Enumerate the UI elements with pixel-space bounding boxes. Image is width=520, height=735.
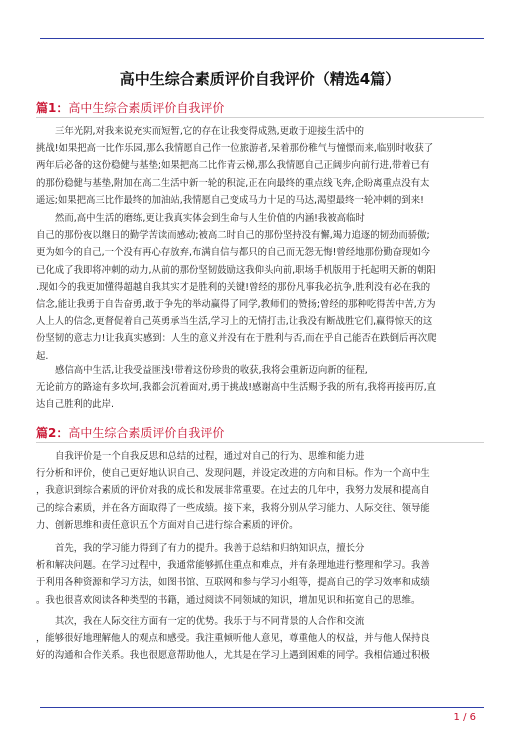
text-line: 好的沟通和合作关系。我也很愿意帮助他人，尤其是在学习上遇到困难的同学。我相信通过积极 bbox=[36, 650, 430, 662]
section-heading-2 bbox=[36, 424, 224, 441]
text-line: ，能够很好地理解他人的观点和感受。我注重倾听他人意见，尊重他人的权益，并与他人保持良 bbox=[36, 633, 430, 645]
text-line: 首先，我的学习能力得到了有力的提升。我善于总结和归纳知识点，擅长分 bbox=[55, 543, 365, 554]
paragraph bbox=[36, 123, 486, 209]
text-line: 。我也很喜欢阅读各种类型的书籍，通过阅读不同领域的知识，增加见识和拓宽自己的思维。 bbox=[36, 594, 421, 606]
text-line: 三年光阴,对我来说充实而短暂,它的存在让我变得成熟,更敢于迎接生活中的 bbox=[55, 126, 364, 137]
text-line: 析和解决问题。在学习过程中，我通常能够抓住重点和难点，并有条理地进行整理和学习。我善 bbox=[36, 560, 430, 572]
text-line: 两年后必备的这份稳健与基垫;如果把高二比作青云梯,那么我情愿自己正阔步向前行进,带着已有 bbox=[36, 160, 430, 172]
text-line: 已化成了我即将冲刺的动力,从前的那份坚韧鼓励这我仰头向前,职场手机版用于托起明天新的朝阳 bbox=[36, 264, 436, 276]
paragraph bbox=[36, 448, 486, 534]
paragraph bbox=[36, 613, 486, 665]
section-heading-title: 高中生综合素质评价自我评价 bbox=[68, 101, 225, 115]
text-line: ，我意识到综合素质的评价对我的成长和发展非常重要。在过去的几年中，我努力发展和提高自 bbox=[36, 485, 430, 497]
text-line: 达自己胜利的此岸. bbox=[36, 399, 114, 411]
section-heading-1 bbox=[36, 99, 224, 116]
text-line: 于利用各种资源和学习方法，如图书馆、互联网和参与学习小组等，提高自己的学习效率和成绩 bbox=[36, 577, 430, 589]
text-line: 其次，我在人际交往方面有一定的优势。我乐于与不同背景的人合作和交流 bbox=[55, 616, 365, 627]
section-heading-prefix: 篇2： bbox=[36, 426, 69, 440]
section-heading-title: 高中生综合素质评价自我评价 bbox=[68, 426, 225, 440]
text-line: 起. bbox=[36, 350, 49, 362]
text-line: 人上人的信念,更督促着自己英勇承当生活,学习上的无情打击,让我没有断战胜它们,赢得惊天的这 bbox=[36, 316, 433, 328]
text-line: 无论前方的路途有多坎坷,我都会沉着面对,勇于挑战!感谢高中生活赐予我的所有,我将再接再厉,直 bbox=[36, 382, 437, 394]
section-divider bbox=[36, 442, 484, 443]
paragraph bbox=[36, 540, 486, 609]
text-line: 更为如今的自己,一个没有再心存放弃,布满自信与都只的自己而无怨无悔!曾经地那份勤奋现如今 bbox=[36, 247, 431, 259]
header-rule bbox=[40, 38, 484, 39]
text-line: 的那份稳健与基垫,附加在高二生活中新一轮的积淀,正在向最终的重点线飞奔,企盼离重点没有太 bbox=[36, 177, 430, 189]
section-heading-prefix: 篇1： bbox=[36, 101, 69, 115]
text-line: 份坚韧的意志力!让我真实感到：人生的意义并没有在于胜利与否,而在乎自己能否在跌倒后再次爬 bbox=[36, 333, 437, 345]
text-line: 行分析和评价，使自己更好地认识自己、发现问题，并设定改进的方向和目标。作为一个高中生 bbox=[36, 468, 430, 480]
text-line: 自己的那份夜以继日的勤学苦读而感动;被高二时自己的那份坚持没有懈,竭力追逐的韧劲而骄傲; bbox=[36, 230, 430, 242]
paragraph bbox=[36, 362, 486, 414]
text-line: 挑战!如果把高一比作乐园,那么我情愿自己作一位旅游者,呆着那份稚气与憧憬而来,临别时收获了 bbox=[36, 143, 434, 155]
text-line: 力、创新思维和责任意识五个方面对自己进行综合素质的评价。 bbox=[36, 519, 299, 531]
footer-rule bbox=[40, 707, 484, 708]
section-divider bbox=[36, 117, 484, 118]
text-line: 信念,能让我勇于自告奋勇,敢于争先的举动赢得了同学,教师们的赞扬;曾经的那种吃得苦中苦,方为 bbox=[36, 299, 436, 311]
text-line: 感信高中生活,让我受益匪浅!带着这份珍贵的收获,我将会重新迈向新的征程, bbox=[55, 365, 368, 376]
text-line: .现如今的我更加懂得超越自我其实才是胜利的关键!曾经的那份凡事我必抗争,胜利没有必在我的 bbox=[36, 281, 431, 293]
text-line: 己的综合素质，并在各方面取得了一些成绩。接下来，我将分别从学习能力、人际交往、领导能 bbox=[36, 502, 430, 514]
page-number: 1 / 6 bbox=[453, 712, 476, 723]
text-line: 遥远;如果把高三比作最终的加油站,我情愿自己变成马力十足的马达,渴望最终一轮冲刺的到来! bbox=[36, 194, 424, 206]
text-line: 自我评价是一个自我反思和总结的过程，通过对自己的行为、思维和能力进 bbox=[55, 451, 365, 462]
paragraph bbox=[36, 210, 486, 365]
text-line: 然而,高中生活的磨练,更让我真实体会到生命与人生价值的内涵!我被高临时 bbox=[55, 213, 365, 224]
document-title: 高中生综合素质评价自我评价（精选4篇） bbox=[119, 70, 401, 88]
